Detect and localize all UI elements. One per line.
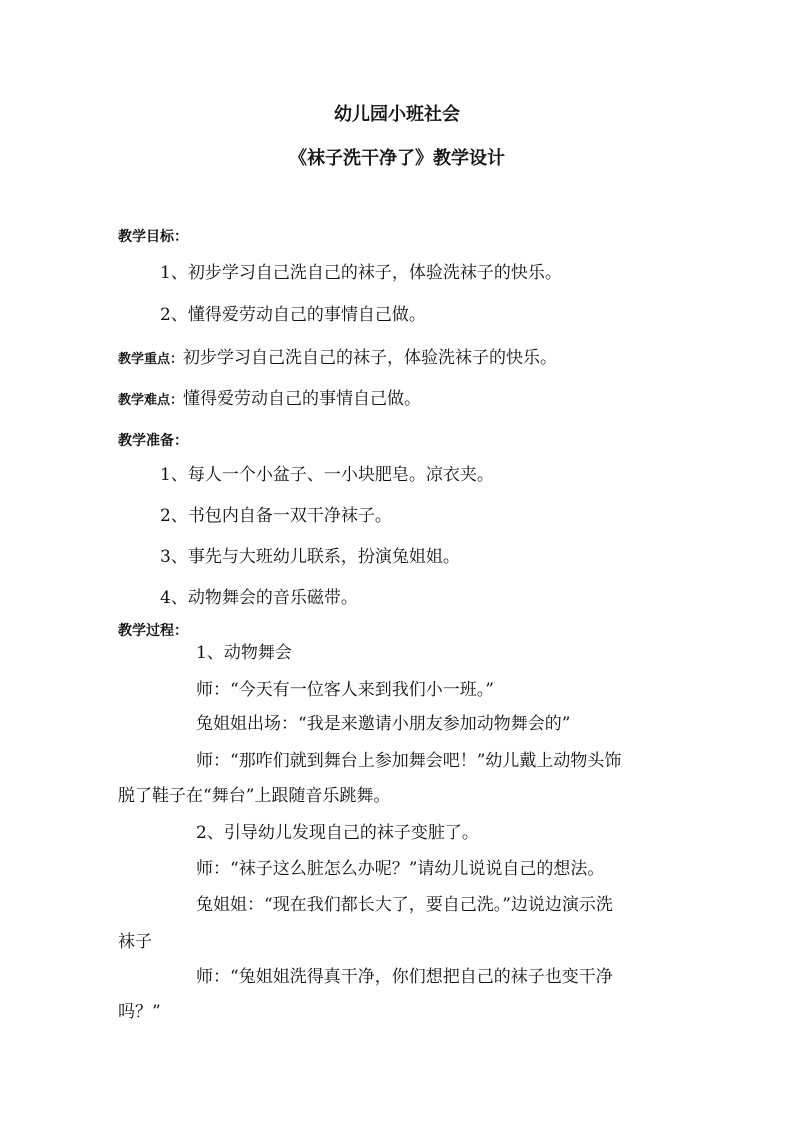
key-point-text: 初步学习自己洗自己的袜子，体验洗袜子的快乐。 (183, 348, 558, 368)
goal-item: 2、懂得爱劳动自己的事情自己做。 (160, 305, 426, 325)
process-line: 师：“兔姐姐洗得真干净，你们想把自己的袜子也变干净 (196, 967, 613, 987)
goal-item: 1、初步学习自己洗自己的袜子，体验洗袜子的快乐。 (160, 263, 562, 283)
process-heading: 教学过程： (118, 623, 188, 639)
process-line: 师：“袜子这么脏怎么办呢？”请幼儿说说自己的想法。 (196, 859, 605, 879)
process-line: 脱了鞋子在“舞台”上跟随音乐跳舞。 (118, 786, 391, 806)
document-title: 幼儿园小班社会 (334, 104, 460, 125)
goals-heading: 教学目标： (118, 229, 188, 245)
preparation-heading: 教学准备： (118, 433, 188, 449)
process-line: 袜子 (118, 932, 152, 952)
preparation-item: 4、动物舞会的音乐磁带。 (160, 588, 358, 608)
document-subtitle: 《袜子洗干净了》教学设计 (289, 148, 505, 169)
key-point-line (118, 347, 557, 371)
process-line: 1、动物舞会 (196, 643, 292, 663)
process-line: 师：“今天有一位客人来到我们小一班。” (196, 680, 494, 700)
process-line: 兔姐姐出场：“我是来邀请小朋友参加动物舞会的” (196, 714, 571, 734)
difficult-point-line (118, 388, 421, 412)
process-line: 兔姐姐：“现在我们都长大了，要自己洗。”边说边演示洗 (196, 895, 613, 915)
process-line: 师：“那咋们就到舞台上参加舞会吧！”幼儿戴上动物头饰 (196, 751, 622, 771)
difficult-point-text: 懂得爱劳动自己的事情自己做。 (183, 389, 422, 409)
preparation-item: 2、书包内自备一双干净袜子。 (160, 506, 392, 526)
difficult-point-label: 教学难点： (118, 393, 184, 408)
key-point-label: 教学重点： (118, 352, 184, 367)
process-line: 吗？” (118, 1002, 161, 1022)
preparation-item: 1、每人一个小盆子、一小块肥皂。凉衣夹。 (160, 465, 494, 485)
preparation-item: 3、事先与大班幼儿联系，扮演兔姐姐。 (160, 547, 460, 567)
process-line: 2、引导幼儿发现自己的袜子变脏了。 (196, 823, 479, 843)
